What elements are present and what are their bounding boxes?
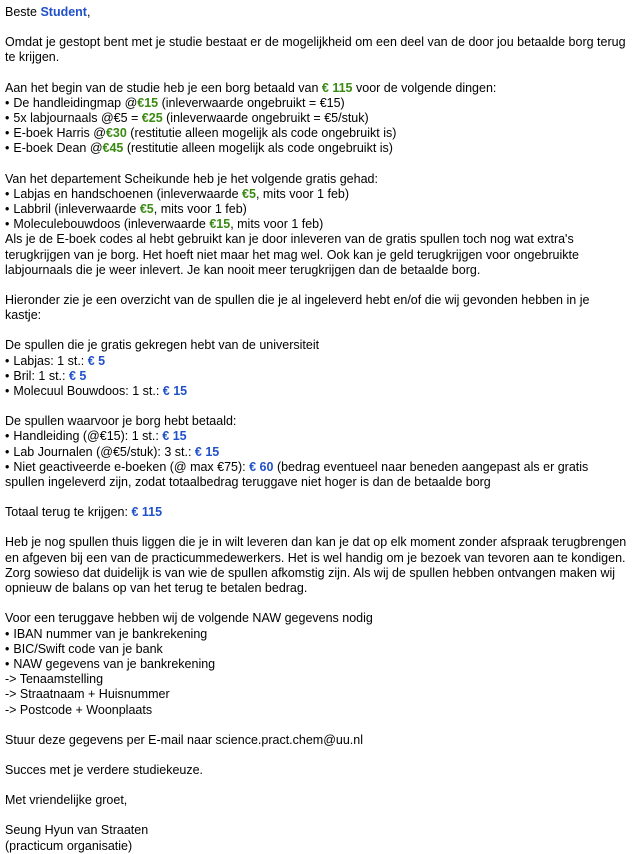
return-info-paragraph: Heb je nog spullen thuis liggen die je in wilt leveren dan kan je dat op elk moment zonder afspraak terugbrengen en afgeven bij een van de practicummedewerkers. Het is wel handig om je bezoek van tevoren aan te kondigen. Zorg sowieso dat duidelijk is van wie de spullen afkomstig zijn. Als wij de spullen hebben ontvangen maken wij opnieuw de balans op van het terug te betalen bedrag. [5,535,627,596]
greeting: Beste Student, [5,5,91,19]
good-luck-line: Succes met je verdere studiekeuze. [5,762,204,777]
paid-items-heading: De spullen waarvoor je borg hebt betaald: [5,414,237,429]
total-amount: € 115 [131,505,163,520]
university-items-list [5,354,627,400]
university-item: • Molecuul Bouwdoos: 1 st.: € 15 [5,384,627,399]
paid-item: • Lab Journalen (@€5/stuk): 3 st.: € 15 [5,445,627,460]
naw-item: • IBAN nummer van je bankrekening [5,627,627,642]
deposit-amount: € 115 [321,80,353,95]
closing-line: Met vriendelijke groet, [5,793,128,808]
university-item: • Bril: 1 st.: € 5 [5,369,627,384]
paid-item: • Niet geactiveerde e-boeken (@ max €75): € 60 (bedrag eventueel naar beneden aangepast als er gratis spullen ingeleverd zijn, zodat totaalbedrag teruggave niet hoger is dan de betaalde borg [5,460,627,490]
naw-subitem: -> Straatnaam + Huisnummer [5,687,170,702]
signature-org: (practicum organisatie) [5,838,133,853]
deposit-item: • De handleidingmap @€15 (inleverwaarde ongebruikt = €15) [5,96,627,111]
email-instruction: Stuur deze gegevens per E-mail naar science.pract.chem@uu.nl [5,732,364,747]
intro-paragraph: Omdat je gestopt bent met je studie bestaat er de mogelijkheid om een deel van de door jou betaalde borg terug te krijgen. [5,35,626,65]
free-items-list [5,187,627,233]
naw-subitem: -> Tenaamstelling [5,672,104,687]
naw-heading: Voor een teruggave hebben wij de volgende NAW gegevens nodig [5,611,373,626]
deposit-item: • 5x labjournaals @€5 = €25 (inleverwaarde ongebruikt = €5/stuk) [5,111,627,126]
deposit-list [5,96,627,157]
free-item: • Labjas en handschoenen (inleverwaarde €5, mits voor 1 feb) [5,187,627,202]
signature-name: Seung Hyun van Straaten [5,823,149,838]
overview-paragraph: Hieronder zie je een overzicht van de spullen die je al ingeleverd hebt en/of die wij gevonden hebben in je kastje: [5,293,590,323]
naw-subitem: -> Postcode + Woonplaats [5,702,153,717]
deposit-heading: Aan het begin van de studie heb je een borg betaald van € 115 voor de volgende dingen: [5,80,497,95]
free-items-heading: Van het departement Scheikunde heb je het volgende gratis gehad: [5,171,378,186]
university-items-heading: De spullen die je gratis gekregen hebt van de universiteit [5,338,320,353]
naw-list [5,627,627,718]
total-line: Totaal terug te krijgen: € 115 [5,505,163,520]
paid-item: • Handleiding (@€15): 1 st.: € 15 [5,429,627,444]
deposit-item: • E-boek Dean @€45 (restitutie alleen mogelijk als code ongebruikt is) [5,141,627,156]
free-item: • Labbril (inleverwaarde €5, mits voor 1 feb) [5,202,627,217]
deposit-item: • E-boek Harris @€30 (restitutie alleen mogelijk als code ongebruikt is) [5,126,627,141]
recipient-name: Student [40,5,87,19]
paid-items-list [5,429,627,490]
naw-item: • NAW gegevens van je bankrekening [5,657,627,672]
free-item: • Moleculebouwdoos (inleverwaarde €15, mits voor 1 feb) [5,217,627,232]
naw-item: • BIC/Swift code van je bank [5,642,627,657]
free-items-note: Als je de E-boek codes al hebt gebruikt kan je door inleveren van de gratis spullen toch nog wat extra's terugkrijgen van je borg. Het hoeft niet maar het mag wel. Ook kan je geld terugkrijgen voor ongebruikte labjournaals die je weer inlevert. Je kan nooit meer terugkrijgen dan de betaalde borg. [5,232,579,277]
university-item: • Labjas: 1 st.: € 5 [5,354,627,369]
